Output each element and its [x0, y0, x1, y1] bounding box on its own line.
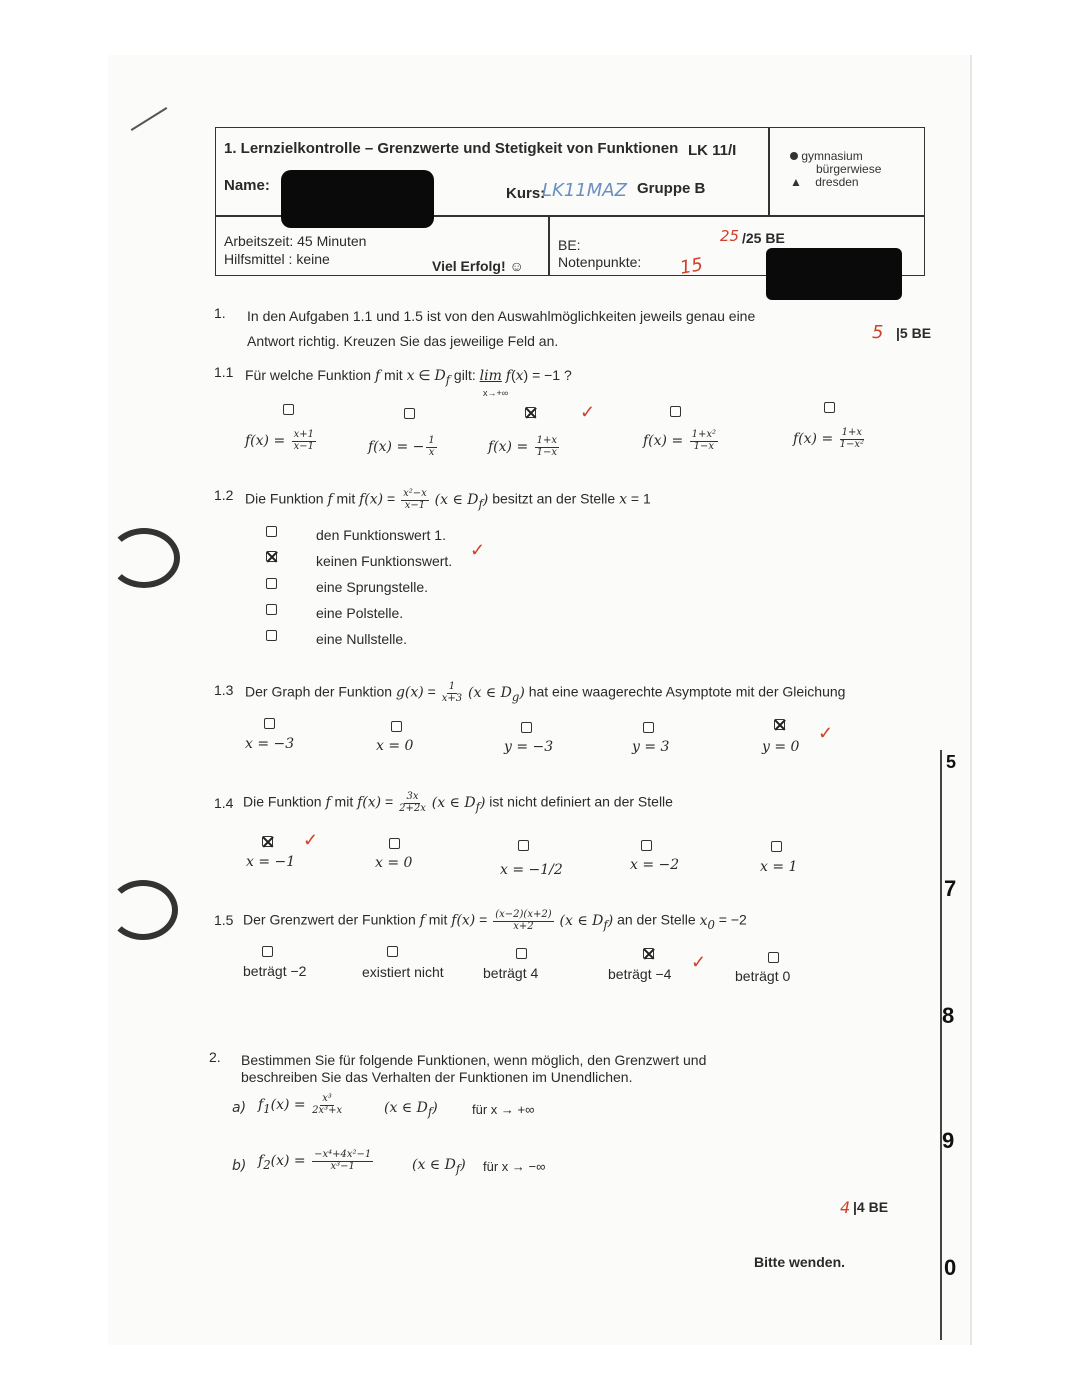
task2-a-condition: für x → +∞: [472, 1102, 535, 1117]
q11-option-3-checkbox[interactable]: [525, 407, 536, 418]
side-tab-8: 8: [942, 1003, 955, 1028]
q14-text: Die Funktion f mit f(x) = $\frac{3x}{2+2x}$ (x ∈ $D_f$) ist nicht definiert an der Stelle: [243, 791, 673, 814]
q15-option-1-checkbox[interactable]: [262, 946, 273, 957]
task2-a-domain: (x ∈ $D_f$): [384, 1100, 438, 1119]
q14-option-4-checkbox[interactable]: [641, 840, 652, 851]
q13-option-5-checkbox[interactable]: [774, 719, 785, 730]
q12-option-3: eine Sprungstelle.: [316, 579, 429, 595]
task1-number: 1.: [214, 305, 226, 321]
q14-option-3-checkbox[interactable]: [518, 840, 529, 851]
q15-option-4-checkbox[interactable]: [643, 948, 654, 959]
q11-option-2-checkbox[interactable]: [404, 408, 415, 419]
q12-option-4: eine Polstelle.: [316, 605, 404, 621]
binder-ring-icon: [108, 880, 178, 940]
arbeitszeit: Arbeitszeit: 45 Minuten: [224, 233, 367, 249]
q13-option-1: x = −3: [245, 736, 295, 752]
q12-text: Die Funktion f mit f(x) = $\frac{\text{x²−x}}{x-1}$ (x ∈ $D_f$) besitzt an der Stelle x = 1: [245, 488, 651, 511]
q15-option-2: existiert nicht: [362, 964, 444, 980]
q13-option-4: y = 3: [632, 739, 670, 755]
logo-dot-icon: [790, 152, 798, 160]
q15-option-1: beträgt −2: [243, 963, 307, 979]
q12-correct-tick: ✓: [470, 540, 486, 560]
q13-option-4-checkbox[interactable]: [643, 722, 654, 733]
q14-option-1-checkbox[interactable]: [262, 836, 273, 847]
task2-b-domain: (x ∈ $D_f$): [412, 1157, 466, 1176]
lim-subscript: x→+∞: [483, 388, 509, 398]
q15-option-3: beträgt 4: [483, 965, 539, 981]
course-code: LK 11/I: [688, 142, 737, 159]
q11-option-4-checkbox[interactable]: [670, 406, 681, 417]
q14-number: 1.4: [214, 795, 234, 811]
name-label: Name:: [224, 177, 270, 194]
q12-option-2-checkbox[interactable]: [266, 551, 277, 562]
task1-intro-2: Antwort richtig. Kreuzen Sie das jeweilige Feld an.: [247, 333, 559, 349]
gruppe-label: Gruppe B: [637, 180, 706, 197]
q12-option-2: keinen Funktionswert.: [316, 553, 453, 569]
q11-option-2: f(x) = − $\frac{1}{x}$: [368, 435, 435, 458]
task2-score-total: |4 BE: [853, 1199, 889, 1215]
q12-option-5-checkbox[interactable]: [266, 630, 277, 641]
q13-text: Der Graph der Funktion g(x) = $\frac{1}{x+3}$ (x ∈ $D_g$) hat eine waagerechte Asymptote mit der Gleichung: [245, 681, 846, 704]
q13-option-3-checkbox[interactable]: [521, 722, 532, 733]
q15-option-5: beträgt 0: [735, 968, 791, 984]
q13-option-1-checkbox[interactable]: [264, 718, 275, 729]
noten-label: Notenpunkte:: [558, 254, 642, 270]
redacted-signature: [766, 248, 902, 300]
noten-score: 15: [678, 254, 705, 279]
task1-score: 5: [872, 322, 884, 343]
q11-correct-tick: ✓: [580, 402, 596, 422]
binder-ring-icon: [108, 528, 180, 588]
q11-number: 1.1: [214, 364, 234, 380]
task2-b-function: $f_2(x)$ = $\frac{\text{−x⁴+4x²−1}}{\text{x³−1}}$: [258, 1149, 372, 1172]
task2-text-2: beschreiben Sie das Verhalten der Funktionen im Unendlichen.: [241, 1069, 633, 1085]
be-label: BE:: [558, 237, 581, 253]
task2-a-label: a): [232, 1100, 247, 1116]
task2-number: 2.: [209, 1049, 221, 1065]
q14-option-2: x = 0: [375, 855, 413, 871]
side-tab-7: 7: [944, 876, 957, 901]
q14-option-3: x = −1/2: [500, 862, 563, 878]
q12-option-3-checkbox[interactable]: [266, 578, 277, 589]
bitte-wenden: Bitte wenden.: [754, 1254, 846, 1270]
kurs-value: LK11MAZ: [542, 180, 627, 201]
q13-correct-tick: ✓: [818, 723, 834, 743]
q12-option-1-checkbox[interactable]: [266, 526, 277, 537]
task1-intro-1: In den Aufgaben 1.1 und 1.5 ist von den Auswahlmöglichkeiten jeweils genau eine: [247, 308, 756, 324]
q14-option-4: x = −2: [630, 857, 680, 873]
q12-option-5: eine Nullstelle.: [316, 631, 408, 647]
q11-option-5: f(x) = $\frac{1+x}{\text{1−x²}}$: [793, 427, 865, 450]
viel-erfolg: Viel Erfolg! ☺: [432, 258, 524, 274]
task2-text-1: Bestimmen Sie für folgende Funktionen, wenn möglich, den Grenzwert und: [241, 1052, 707, 1068]
q14-option-1: x = −1: [246, 854, 296, 870]
q11-text: Für welche Funktion f mit x ∈ $D_f$ gilt: lim f(x) = −1 ?: [245, 367, 572, 387]
q13-number: 1.3: [214, 682, 234, 698]
q15-option-3-checkbox[interactable]: [516, 948, 527, 959]
q14-correct-tick: ✓: [303, 830, 319, 850]
q14-option-2-checkbox[interactable]: [389, 838, 400, 849]
q15-option-5-checkbox[interactable]: [768, 952, 779, 963]
task2-b-condition: für x → −∞: [483, 1159, 546, 1174]
q11-option-4: f(x) = $\frac{\text{1+x²}}{1-x}$: [643, 429, 717, 452]
side-tab-0: 0: [944, 1255, 957, 1280]
school-logo: gymnasium bürgerwiese ▲ dresden: [790, 149, 882, 189]
q11-option-1: f(x) = $\frac{x+1}{x-1}$: [245, 429, 315, 452]
q15-text: Der Grenzwert der Funktion f mit f(x) = $\frac{(x-2)(x+2)}{x+2}$ (x ∈ $D_f$) an der Stelle $x_0 = -2$: [243, 909, 747, 932]
be-total: /25 BE: [742, 230, 785, 246]
q12-number: 1.2: [214, 487, 234, 503]
task2-b-label: b): [232, 1158, 247, 1174]
be-score: 25: [720, 227, 740, 245]
q12-option-1: den Funktionswert 1.: [316, 527, 446, 543]
exam-title: 1. Lernzielkontrolle – Grenzwerte und Stetigkeit von Funktionen: [224, 140, 679, 157]
logo-triangle-icon: ▲: [790, 175, 802, 189]
q12-option-4-checkbox[interactable]: [266, 604, 277, 615]
q11-option-3: f(x) = $\frac{1+x}{1-x}$: [488, 435, 558, 458]
q11-option-5-checkbox[interactable]: [824, 402, 835, 413]
side-tab-9: 9: [942, 1128, 955, 1153]
q14-option-5-checkbox[interactable]: [771, 841, 782, 852]
q13-option-2-checkbox[interactable]: [391, 721, 402, 732]
q13-option-3: y = −3: [504, 739, 554, 755]
q15-option-4: beträgt −4: [608, 966, 672, 982]
kurs-label: Kurs:: [506, 185, 546, 202]
q15-correct-tick: ✓: [691, 952, 707, 972]
q14-option-5: x = 1: [760, 859, 798, 875]
task2-a-function: $f_1(x)$ = $\frac{\text{x³}}{\text{2x³+x}}$: [258, 1093, 343, 1116]
q13-option-5: y = 0: [762, 739, 800, 755]
q13-option-2: x = 0: [376, 738, 414, 754]
q11-option-1-checkbox[interactable]: [283, 404, 294, 415]
q15-option-2-checkbox[interactable]: [387, 946, 398, 957]
hilfsmittel: Hilfsmittel : keine: [224, 251, 330, 267]
redacted-name: [281, 170, 434, 228]
task1-score-total: |5 BE: [896, 325, 932, 341]
q15-number: 1.5: [214, 912, 234, 928]
side-tab-5: 5: [946, 752, 957, 772]
task2-score: 4: [840, 1198, 851, 1217]
